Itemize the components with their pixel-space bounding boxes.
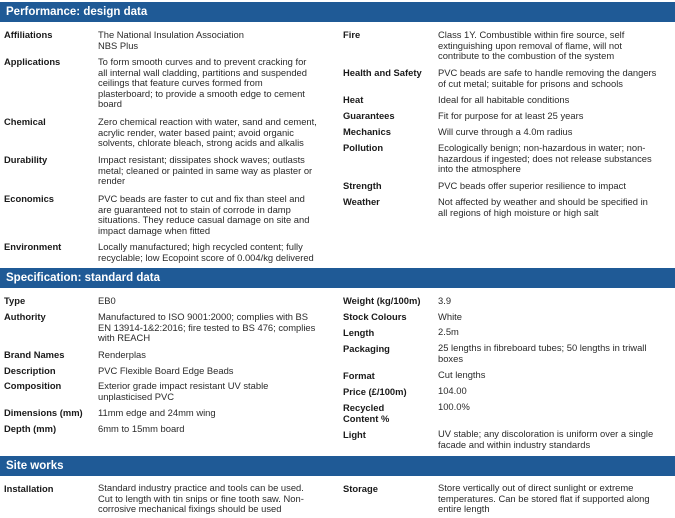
value-chemical: Zero chemical reaction with water, sand and cement, acrylic render, water based paint; avoid organic solvents, chlorate bleach, strong acids and alkalis bbox=[98, 116, 317, 149]
value-stock-colours: White bbox=[438, 311, 462, 322]
section-title: Specification: standard data bbox=[6, 272, 161, 284]
label-affiliations: Affiliations bbox=[4, 29, 53, 40]
value-light: UV stable; any discoloration is uniform over a single facade and within industry standards bbox=[438, 428, 654, 450]
label-price: Price (£/100m) bbox=[343, 386, 407, 397]
label-weather: Weather bbox=[343, 196, 380, 207]
value-brand-names: Renderplas bbox=[98, 349, 146, 360]
value-pollution: Ecologically benign; non-hazardous in water; non- hazardous if ingested; does not release substances into the atmosphere bbox=[438, 142, 652, 175]
value-authority: Manufactured to ISO 9001:2000; complies with BS EN 13914-1&2:2016; fire tested to BS 476; complies with REACH bbox=[98, 311, 316, 344]
value-composition: Exterior grade impact resistant UV stable unplasticised PVC bbox=[98, 380, 269, 402]
value-guarantees: Fit for purpose for at least 25 years bbox=[438, 110, 584, 121]
value-affiliations: The National Insulation Association NBS Plus bbox=[98, 29, 244, 51]
value-health-and-safety: PVC beads are safe to handle removing the dangers of cut metal; suitable for prisons and schools bbox=[438, 67, 657, 89]
label-authority: Authority bbox=[4, 311, 46, 322]
value-storage: Store vertically out of direct sunlight or extreme temperatures. Can be stored flat if supported along entire length bbox=[438, 482, 650, 515]
label-light: Light bbox=[343, 429, 366, 440]
value-mechanics: Will curve through a 4.0m radius bbox=[438, 126, 573, 137]
label-length: Length bbox=[343, 327, 375, 338]
value-fire: Class 1Y. Combustible within fire source, self extinguishing upon removal of flame, will not contribute to the combustion of the system bbox=[438, 29, 625, 62]
label-packaging: Packaging bbox=[343, 343, 390, 354]
label-guarantees: Guarantees bbox=[343, 110, 395, 121]
section-header-siteworks bbox=[0, 456, 675, 476]
value-heat: Ideal for all habitable conditions bbox=[438, 94, 570, 105]
value-economics: PVC beads are faster to cut and fix than steel and are guaranteed not to stain of corrode in damp situations. They reduce casual damage on site and impact damage when fitted bbox=[98, 193, 310, 236]
label-pollution: Pollution bbox=[343, 142, 384, 153]
value-strength: PVC beads offer superior resilience to impact bbox=[438, 180, 626, 191]
label-composition: Composition bbox=[4, 380, 62, 391]
value-type: EB0 bbox=[98, 295, 116, 306]
value-durability: Impact resistant; dissipates shock waves; outlasts metal; cleaned or painted in same way as plaster or render bbox=[98, 154, 313, 187]
label-stock-colours: Stock Colours bbox=[343, 311, 407, 322]
label-environment: Environment bbox=[4, 241, 62, 252]
value-depth: 6mm to 15mm board bbox=[98, 423, 185, 434]
value-format: Cut lengths bbox=[438, 369, 486, 380]
value-environment: Locally manufactured; high recycled content; fully recyclable; low Ecopoint score of 0.004/kg delivered bbox=[98, 241, 314, 263]
value-installation: Standard industry practice and tools can be used. Cut to length with tin snips or fine tooth saw. Non- corrosive mechanical fixings should be used bbox=[98, 482, 304, 515]
value-weather: Not affected by weather and should be specified in all regions of high moisture or high salt bbox=[438, 196, 648, 218]
label-storage: Storage bbox=[343, 483, 378, 494]
section-title: Site works bbox=[6, 460, 64, 472]
label-type: Type bbox=[4, 295, 26, 306]
label-fire: Fire bbox=[343, 29, 361, 40]
value-price: 104.00 bbox=[438, 385, 467, 396]
label-depth: Depth (mm) bbox=[4, 423, 57, 434]
label-format: Format bbox=[343, 370, 375, 381]
section-title: Performance: design data bbox=[6, 6, 148, 18]
section-header-specification bbox=[0, 268, 675, 288]
value-packaging: 25 lengths in fibreboard tubes; 50 lengths in triwall boxes bbox=[438, 342, 647, 364]
value-description: PVC Flexible Board Edge Beads bbox=[98, 365, 234, 376]
value-applications: To form smooth curves and to prevent cracking for all internal wall cladding, partitions and suspended ceilings that feature curves formed from plasterboard; to provide a smooth edge to cement board bbox=[98, 56, 307, 110]
label-durability: Durability bbox=[4, 154, 48, 165]
label-installation: Installation bbox=[4, 483, 54, 494]
value-length: 2.5m bbox=[438, 326, 459, 337]
label-weight: Weight (kg/100m) bbox=[343, 295, 421, 306]
label-applications: Applications bbox=[4, 56, 61, 67]
section-header-performance bbox=[0, 2, 675, 22]
label-dimensions: Dimensions (mm) bbox=[4, 407, 83, 418]
label-brand-names: Brand Names bbox=[4, 349, 65, 360]
label-recycled-content: Recycled Content % bbox=[343, 402, 390, 424]
label-chemical: Chemical bbox=[4, 116, 46, 127]
label-mechanics: Mechanics bbox=[343, 126, 391, 137]
label-strength: Strength bbox=[343, 180, 382, 191]
label-economics: Economics bbox=[4, 193, 55, 204]
value-recycled-content: 100.0% bbox=[438, 401, 470, 412]
label-heat: Heat bbox=[343, 94, 364, 105]
value-dimensions: 11mm edge and 24mm wing bbox=[98, 407, 216, 418]
value-weight: 3.9 bbox=[438, 295, 452, 306]
label-description: Description bbox=[4, 365, 56, 376]
label-health-and-safety: Health and Safety bbox=[343, 67, 422, 78]
